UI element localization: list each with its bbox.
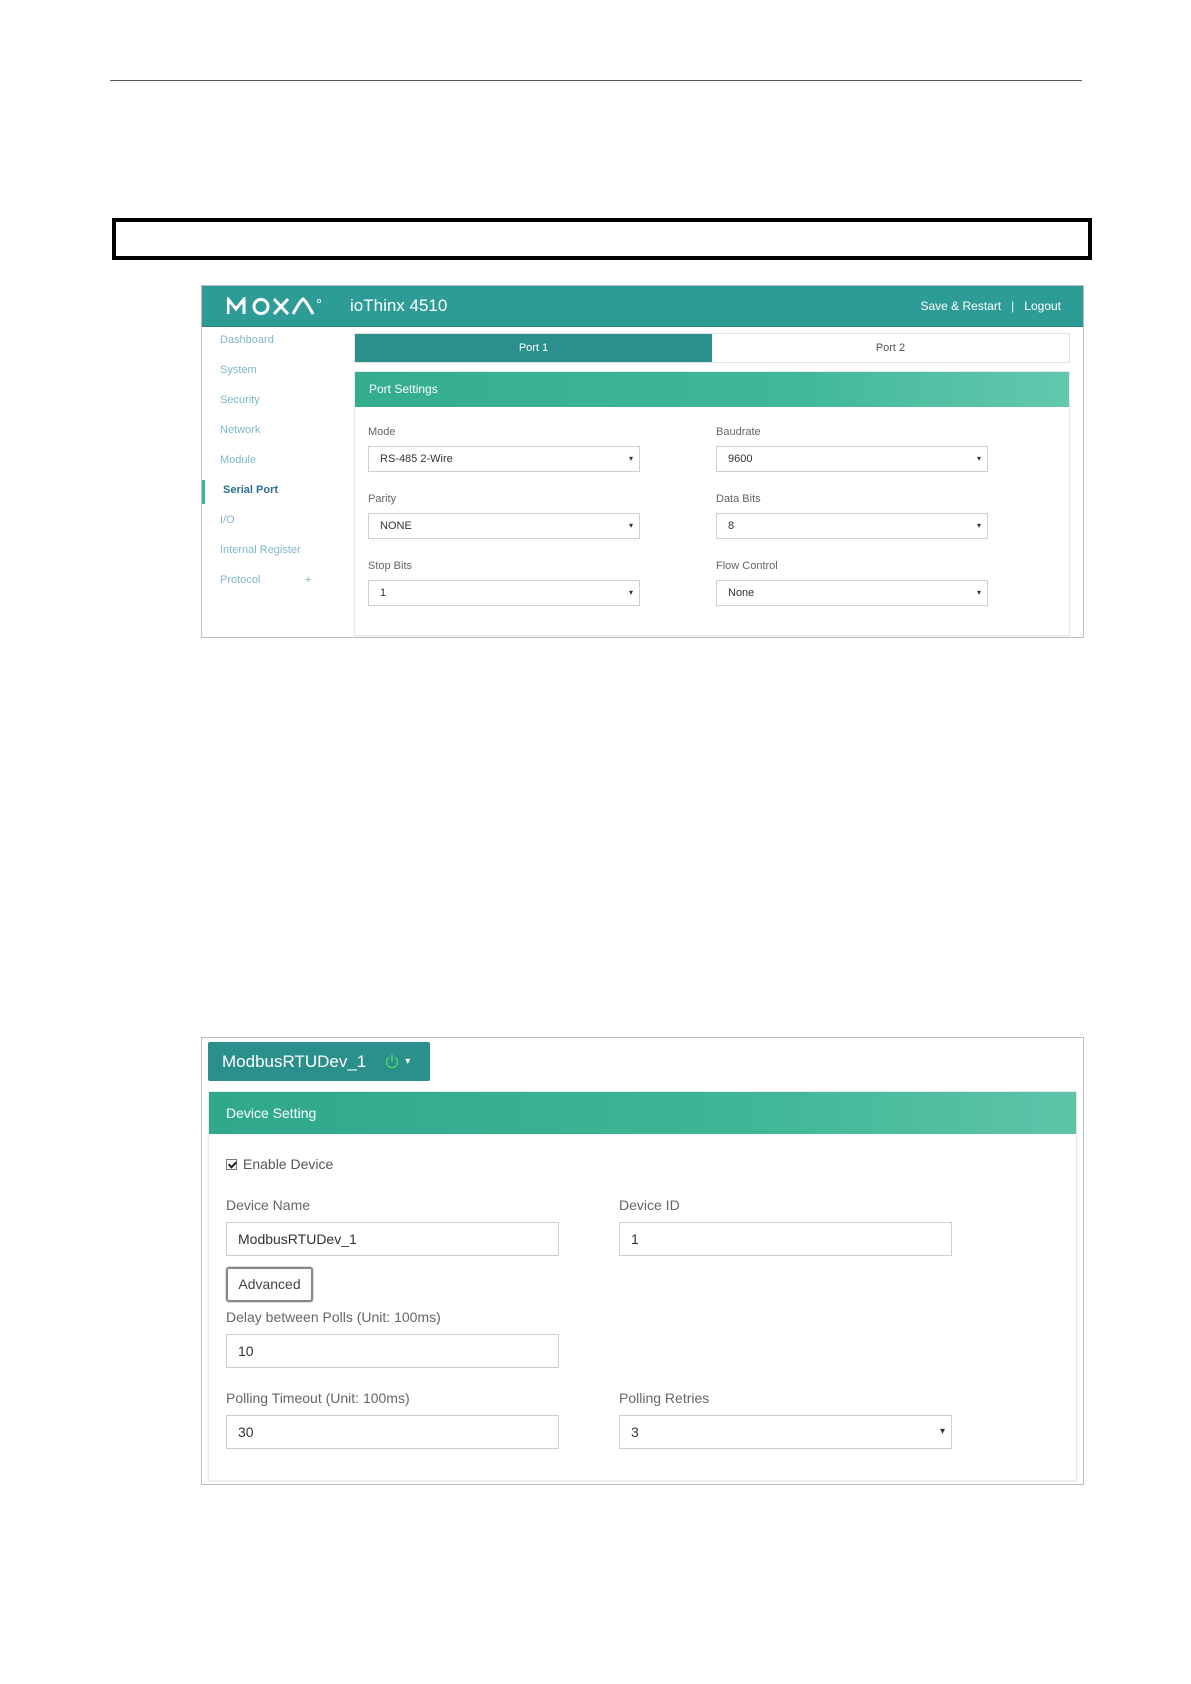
device-dropdown-button[interactable]: [208, 1042, 430, 1081]
device-setting-screenshot: [201, 1037, 1084, 1485]
nav-item-label: Module: [220, 454, 257, 466]
baudrate-select[interactable]: [716, 446, 988, 472]
top-bar: [202, 286, 1083, 327]
timeout-input[interactable]: 30: [226, 1415, 559, 1449]
data-bits-field: [716, 491, 988, 539]
device-id-field: [619, 1196, 952, 1256]
dropdown-arrow-icon: ▾: [976, 521, 981, 530]
port-tabs: [354, 333, 1070, 363]
tab-port-2[interactable]: Port 2: [875, 342, 906, 354]
nav-item-security[interactable]: [202, 391, 352, 421]
device-name-field: [226, 1196, 559, 1256]
nav-item-label: Serial Port: [223, 484, 279, 496]
dropdown-arrow-icon: ▾: [939, 1426, 945, 1437]
nav-item-label: System: [220, 364, 257, 376]
nav-item-io[interactable]: [202, 511, 352, 541]
nav-item-label: Security: [220, 394, 260, 406]
mode-select[interactable]: [368, 446, 640, 472]
save-restart-link[interactable]: Save & Restart: [920, 299, 1002, 313]
device-name-label: Device Name: [226, 1197, 311, 1213]
nav-item-label: I/O: [220, 514, 235, 526]
retries-field: [619, 1389, 952, 1449]
power-icon: [384, 1054, 400, 1070]
side-navigation: [202, 331, 352, 601]
logout-link[interactable]: Logout: [1024, 299, 1061, 313]
advanced-button[interactable]: Advanced: [226, 1267, 313, 1302]
device-dropdown-label: ModbusRTUDev_1: [222, 1051, 367, 1071]
baudrate-field: [716, 424, 988, 472]
nav-item-network[interactable]: [202, 421, 352, 451]
nav-item-serial-port[interactable]: [202, 481, 352, 511]
product-name: ioThinx 4510: [350, 296, 448, 315]
flow-control-value: None: [728, 587, 755, 599]
baudrate-value: 9600: [728, 453, 753, 465]
nav-item-label: Protocol: [220, 574, 261, 586]
mode-field: [368, 424, 640, 472]
device-setting-panel: [208, 1091, 1077, 1481]
stop-bits-value: 1: [380, 587, 387, 599]
stop-bits-select[interactable]: [368, 580, 640, 606]
nav-item-system[interactable]: [202, 361, 352, 391]
nav-item-dashboard[interactable]: [202, 331, 352, 361]
parity-value: NONE: [380, 520, 412, 532]
parity-label: Parity: [368, 493, 397, 505]
flow-control-select[interactable]: [716, 580, 988, 606]
device-id-input[interactable]: 1: [619, 1222, 952, 1256]
device-id-label: Device ID: [619, 1197, 680, 1213]
caret-down-icon: ▾: [405, 1056, 411, 1067]
dropdown-arrow-icon: ▾: [628, 588, 633, 597]
nav-item-protocol[interactable]: [202, 571, 352, 601]
nav-item-label: Dashboard: [220, 334, 274, 346]
retries-select[interactable]: [619, 1415, 952, 1449]
dropdown-arrow-icon: ▾: [628, 521, 633, 530]
baudrate-label: Baudrate: [716, 426, 761, 438]
device-name-input[interactable]: ModbusRTUDev_1: [226, 1222, 559, 1256]
data-bits-select[interactable]: [716, 513, 988, 539]
delay-label: Delay between Polls (Unit: 100ms): [226, 1309, 441, 1325]
delay-input[interactable]: 10: [226, 1334, 559, 1368]
panel-title: Device Setting: [209, 1092, 1076, 1134]
delay-field: [226, 1308, 559, 1368]
data-bits-value: 8: [728, 520, 735, 532]
data-bits-label: Data Bits: [716, 493, 761, 505]
dropdown-arrow-icon: ▾: [628, 454, 633, 463]
stop-bits-field: [368, 558, 640, 606]
nav-item-label: Internal Register: [220, 544, 301, 556]
dropdown-arrow-icon: ▾: [976, 588, 981, 597]
stop-bits-label: Stop Bits: [368, 560, 413, 572]
retries-label: Polling Retries: [619, 1390, 710, 1406]
nav-item-module[interactable]: [202, 451, 352, 481]
mode-value: RS-485 2-Wire: [380, 453, 453, 465]
port-settings-screenshot: [201, 285, 1084, 638]
parity-field: [368, 491, 640, 539]
expand-plus-icon[interactable]: +: [305, 574, 312, 586]
retries-value: 3: [631, 1424, 639, 1440]
page-header-rule: [110, 80, 1082, 81]
parity-select[interactable]: [368, 513, 640, 539]
mode-label: Mode: [368, 426, 396, 438]
enable-device-row: [226, 1156, 333, 1172]
redacted-caption-box: [112, 218, 1092, 260]
timeout-field: [226, 1389, 559, 1449]
moxa-logo: [227, 294, 339, 318]
dropdown-arrow-icon: ▾: [976, 454, 981, 463]
timeout-label: Polling Timeout (Unit: 100ms): [226, 1390, 410, 1406]
enable-device-label: Enable Device: [243, 1156, 334, 1172]
nav-item-internal-register[interactable]: [202, 541, 352, 571]
enable-device-checkbox[interactable]: [226, 1159, 237, 1170]
nav-item-label: Network: [220, 424, 261, 436]
flow-control-field: [716, 558, 988, 606]
port-settings-panel: [354, 371, 1070, 636]
panel-title: Port Settings: [355, 372, 1069, 407]
action-separator: |: [1011, 299, 1015, 313]
tab-port-1[interactable]: Port 1: [355, 334, 712, 362]
flow-control-label: Flow Control: [716, 560, 778, 572]
